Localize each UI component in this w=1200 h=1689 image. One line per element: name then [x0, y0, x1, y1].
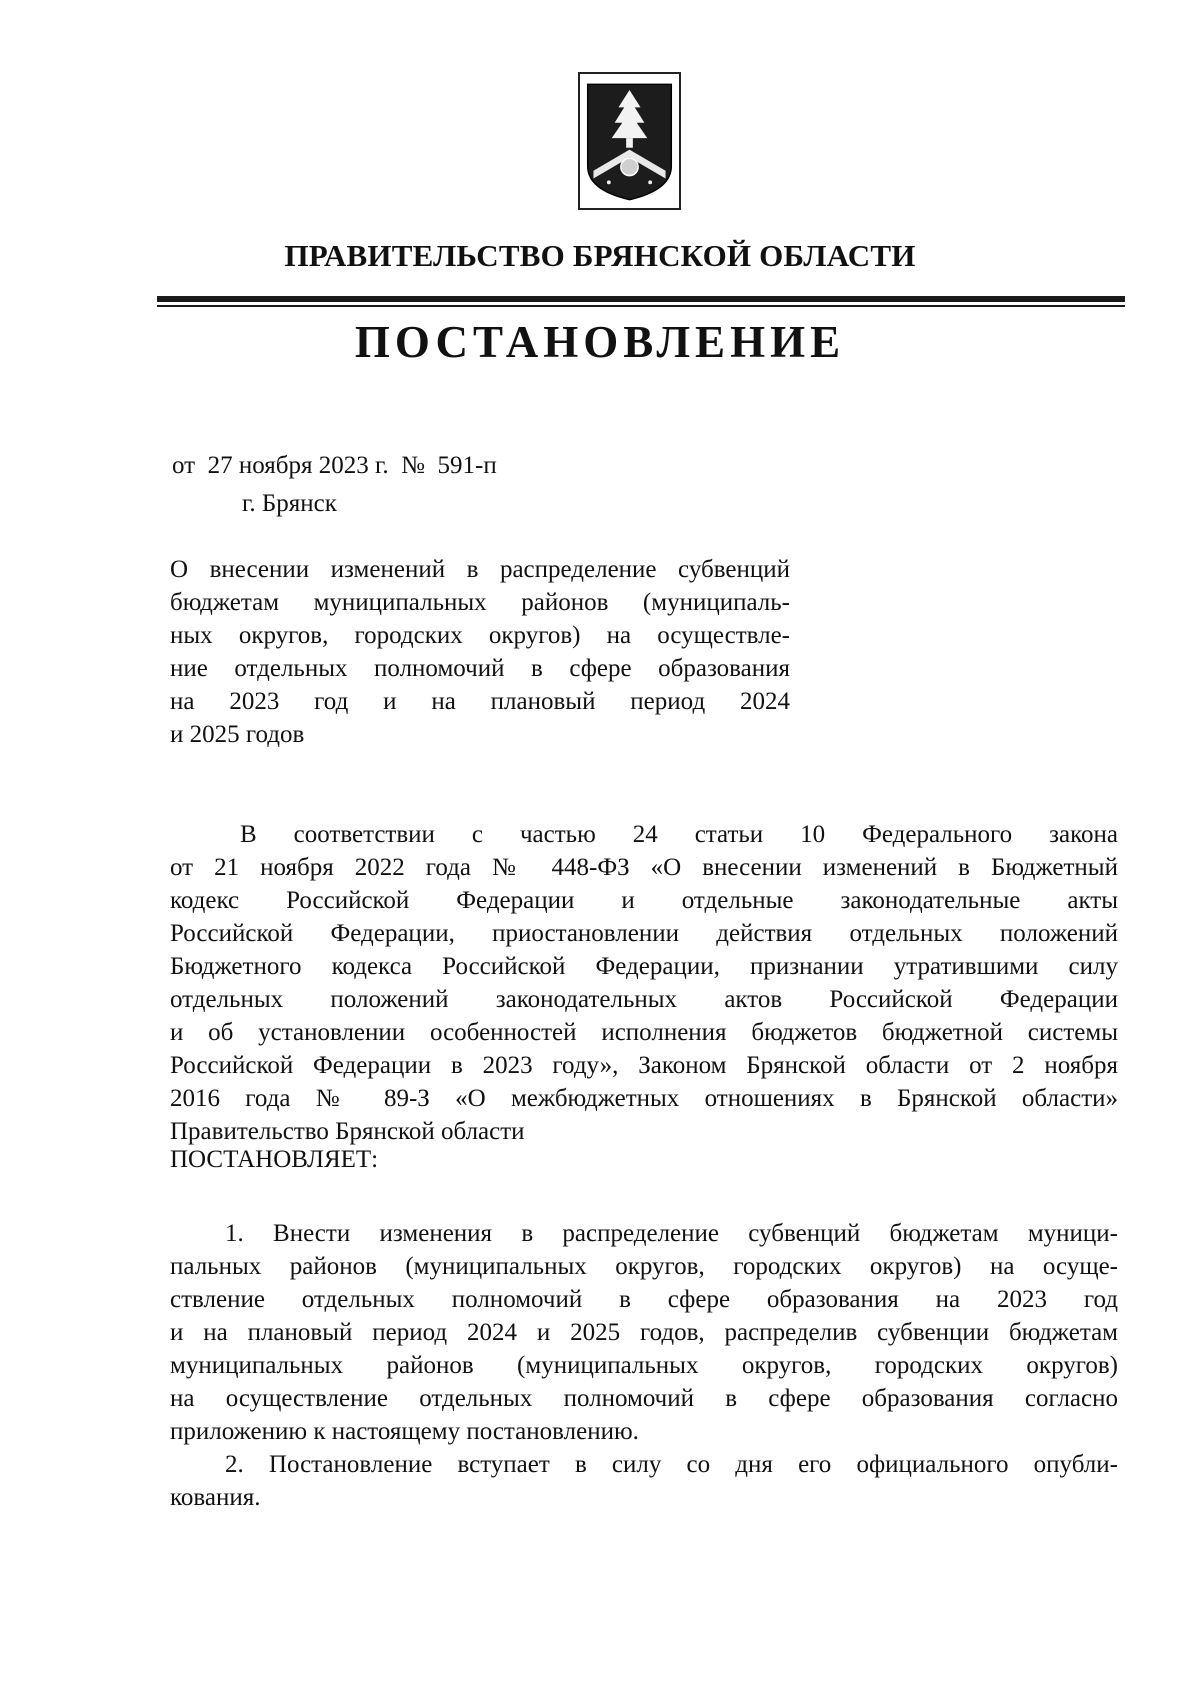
header-rule-thin — [157, 305, 1125, 307]
preamble-line: Российской Федерации, приостановлении действия отдельных положений — [170, 920, 1118, 947]
document-date: 27 ноября 2023 г. — [207, 452, 389, 479]
organization-title: ПРАВИТЕЛЬСТВО БРЯНСКОЙ ОБЛАСТИ — [284, 238, 916, 273]
decree-item-1 — [170, 1217, 1118, 1448]
document-number: 591-п — [437, 452, 497, 479]
subject-line: на 2023 год и на плановый период 2024 — [170, 688, 790, 715]
preamble-paragraph — [170, 818, 1118, 1148]
decree-word: ПОСТАНОВЛЯЕТ: — [170, 1146, 379, 1173]
subject-line: ние отдельных полномочий в сфере образования — [170, 655, 790, 682]
subject-line: ных округов, городских округов) на осуществле- — [170, 622, 790, 649]
bryansk-coat-of-arms-icon — [580, 74, 679, 208]
preamble-line: кодекс Российской Федерации и отдельные законодательные акты — [170, 887, 1118, 914]
date-number-line — [172, 452, 497, 480]
document-type: ПОСТАНОВЛЕНИЕ — [354, 317, 846, 367]
item-line: приложению к настоящему постановлению. — [170, 1418, 639, 1445]
subject-line: бюджетам муниципальных районов (муниципаль- — [170, 589, 790, 616]
preamble-line: Российской Федерации в 2023 году», Законом Брянской области от 2 ноября — [170, 1052, 1118, 1079]
item-line: муниципальных районов (муниципальных округов, городских округов) — [170, 1352, 1118, 1379]
decree-item-2 — [170, 1448, 1118, 1514]
preamble-line: Правительство Брянской области — [170, 1118, 525, 1145]
item-line: 1. Внести изменения в распределение субвенций бюджетам муници- — [225, 1220, 1118, 1247]
item-line: на осуществление отдельных полномочий в сфере образования согласно — [170, 1385, 1118, 1412]
header-rule-thick — [157, 296, 1125, 302]
preamble-line: и об установлении особенностей исполнения бюджетов бюджетной системы — [170, 1019, 1118, 1046]
number-sign: № — [401, 452, 426, 479]
coat-of-arms — [578, 72, 681, 210]
preamble-line: 2016 года № 89-З «О межбюджетных отношениях в Брянской области» — [170, 1085, 1118, 1112]
subject-line: О внесении изменений в распределение субвенций — [170, 556, 790, 583]
preamble-line: отдельных положений законодательных актов Российской Федерации — [170, 986, 1118, 1013]
item-line: пальных районов (муниципальных округов, городских округов) на осуще- — [170, 1253, 1118, 1280]
preamble-line: Бюджетного кодекса Российской Федерации, признании утратившими силу — [170, 953, 1118, 980]
date-prefix: от — [172, 452, 196, 479]
preamble-line: В соответствии с частью 24 статьи 10 Федерального закона — [240, 821, 1118, 848]
item-line: ствление отдельных полномочий в сфере образования на 2023 год — [170, 1286, 1118, 1313]
subject-line: и 2025 годов — [170, 721, 305, 748]
city: г. Брянск — [242, 490, 337, 517]
document-subject — [170, 553, 790, 751]
item-line: 2. Постановление вступает в силу со дня его официального опубли- — [225, 1451, 1118, 1478]
item-line: и на плановый период 2024 и 2025 годов, распределив субвенции бюджетам — [170, 1319, 1118, 1346]
item-line: кования. — [170, 1484, 261, 1511]
preamble-line: от 21 ноября 2022 года № 448-ФЗ «О внесении изменений в Бюджетный — [170, 854, 1118, 881]
